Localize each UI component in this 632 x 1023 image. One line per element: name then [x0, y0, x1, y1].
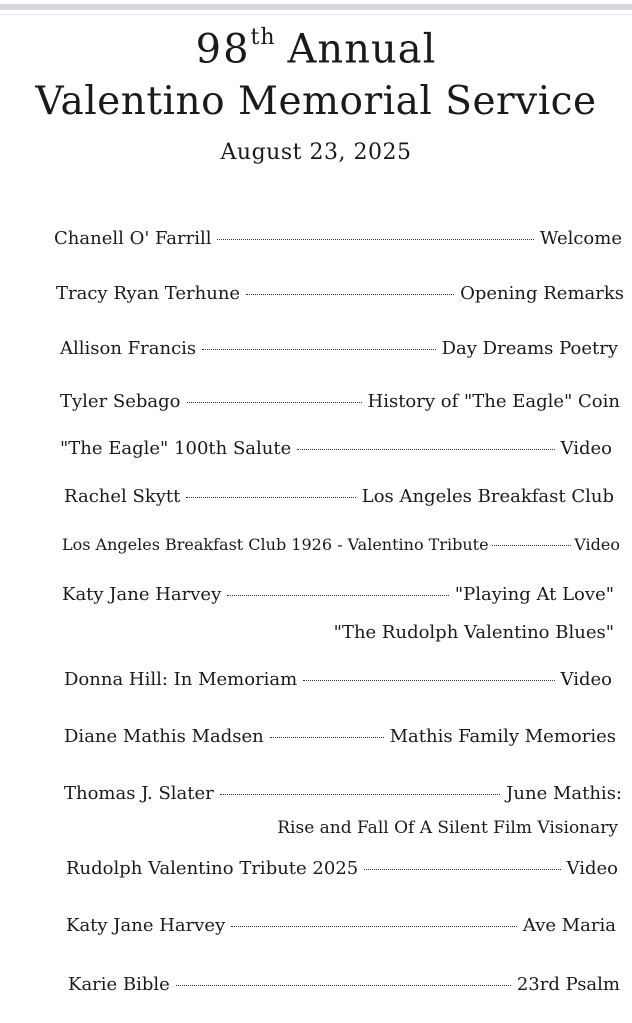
dot-leader — [227, 595, 449, 596]
performer-name: Los Angeles Breakfast Club 1926 - Valentino Tribute — [62, 535, 489, 554]
dot-leader — [202, 349, 435, 350]
performer-name: Rachel Skytt — [64, 486, 181, 507]
edition-word: Annual — [287, 26, 437, 73]
performance-title: Opening Remarks — [460, 283, 624, 304]
performance-title: History of "The Eagle" Coin — [367, 391, 620, 412]
program-item — [66, 858, 618, 879]
program-item — [68, 974, 620, 995]
performance-title: 23rd Psalm — [516, 974, 620, 995]
performer-name: Rudolph Valentino Tribute 2025 — [66, 858, 359, 879]
performer-name: Diane Mathis Madsen — [64, 726, 264, 747]
performance-title: Video — [560, 669, 612, 690]
dot-leader — [176, 985, 511, 986]
performance-title: June Mathis: — [506, 783, 622, 804]
performance-title-continued: "The Rudolph Valentino Blues" — [333, 622, 614, 643]
dot-leader — [231, 926, 517, 927]
dot-leader — [186, 497, 355, 498]
program-item — [62, 584, 614, 605]
program-header — [0, 14, 632, 173]
performer-name: Katy Jane Harvey — [62, 584, 222, 605]
program-item — [64, 486, 614, 507]
program-item — [64, 783, 622, 804]
dot-leader — [220, 794, 500, 795]
performer-name: Karie Bible — [68, 974, 170, 995]
performance-title: Video — [560, 438, 612, 459]
performance-title: Day Dreams Poetry — [441, 338, 618, 359]
performer-name: Tyler Sebago — [60, 391, 181, 412]
program-item — [66, 915, 616, 936]
dot-leader — [246, 294, 454, 295]
performance-title: Video — [566, 858, 618, 879]
performance-title: Los Angeles Breakfast Club — [361, 486, 614, 507]
performance-title: Mathis Family Memories — [389, 726, 616, 747]
edition-number: 98 — [195, 26, 251, 73]
program-item — [60, 438, 612, 459]
performance-title: "Playing At Love" — [454, 584, 614, 605]
dot-leader — [303, 680, 554, 681]
dot-leader — [217, 239, 533, 240]
program-item — [64, 726, 616, 747]
performer-name: Chanell O' Farrill — [54, 228, 212, 249]
program-item — [60, 338, 618, 359]
performance-title-continued: Rise and Fall Of A Silent Film Visionary — [277, 818, 618, 838]
program-item — [64, 669, 612, 690]
edition-suffix: th — [250, 25, 276, 50]
program-item — [62, 535, 620, 554]
performer-name: Tracy Ryan Terhune — [56, 283, 241, 304]
performer-name: Allison Francis — [60, 338, 197, 359]
event-title: Valentino Memorial Service — [35, 79, 597, 125]
performer-name: Katy Jane Harvey — [66, 915, 226, 936]
performance-title: Welcome — [539, 228, 622, 249]
dot-leader — [270, 737, 384, 738]
performance-title: Video — [574, 535, 620, 554]
dot-leader — [187, 402, 362, 403]
dot-leader — [492, 545, 572, 546]
dot-leader — [364, 869, 560, 870]
dot-leader — [297, 449, 554, 450]
program-item — [56, 283, 624, 304]
performer-name: Donna Hill: In Memoriam — [64, 669, 298, 690]
event-date: August 23, 2025 — [220, 140, 412, 166]
program-item — [54, 228, 622, 249]
program-item — [60, 391, 620, 412]
performer-name: "The Eagle" 100th Salute — [60, 438, 292, 459]
top-border — [0, 4, 632, 10]
performer-name: Thomas J. Slater — [64, 783, 214, 804]
performance-title: Ave Maria — [522, 915, 616, 936]
edition-line — [0, 14, 632, 77]
